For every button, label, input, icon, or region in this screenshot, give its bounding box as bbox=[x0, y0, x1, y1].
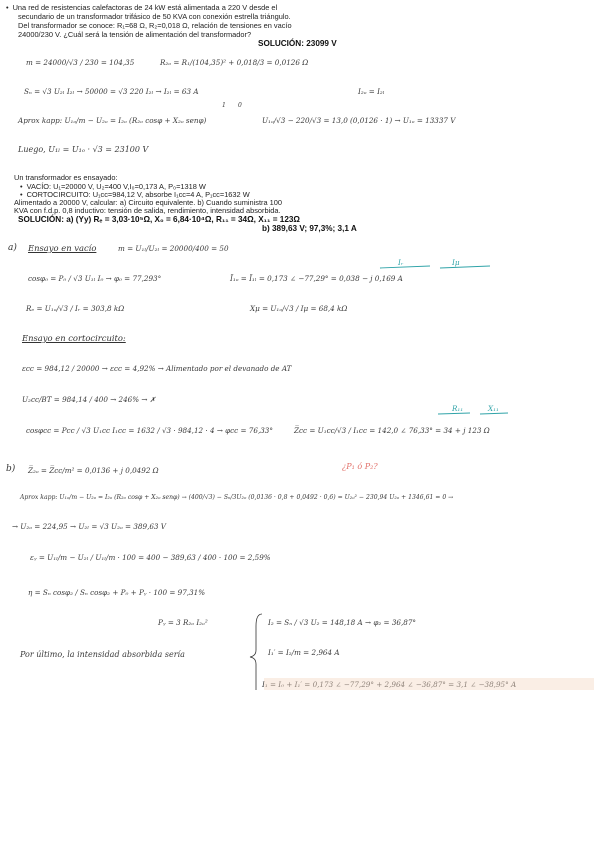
work1-i2f-equation: I₂ₒ = I₂ₗ bbox=[358, 87, 385, 96]
work1-luego: Luego, U₁ₗ = U₁ₒ · √3 = 23100 V bbox=[18, 145, 149, 154]
work2-red-note: ¿P₁ ó P₂? bbox=[342, 462, 378, 471]
work2-u2f-equation: → U₂ₒ = 224,95 → U₂ₗ = √3 U₂ₒ = 389,63 V bbox=[12, 522, 166, 531]
problem2-solution-a: SOLUCIÓN: a) (Yy) Rₑ = 3,03·10⁵Ω, X₀ = 6,84·10⁴Ω, R₁₁ = 34Ω, X₁₁ = 123Ω bbox=[18, 215, 301, 224]
work2-coscc-equation: cosφcc = Pcc / √3 U₁cc I₁cc = 1632 / √3 · 984,12 · 4 → φcc = 76,33° bbox=[26, 426, 273, 435]
work2-label-b: b) bbox=[6, 464, 16, 474]
work1-m-equation: m = 24000/√3 / 230 = 104,35 bbox=[26, 58, 135, 67]
work2-kapp-equation: Aprox kapp: U₁ₒ/m − U₂ₒ = I₂ₒ (R₂ₒ cosφ + X₂ₒ senφ) → (400/√3) − Sₙ/3U₂ₒ (0,0136 · 0,8 + 0,0492 · 0,6) = U₂ₒ² − 230,94 U₂ₒ + 1346,61 = 0 → bbox=[20, 494, 454, 501]
work2-i1-equation: I₁ = I₀ + I₁′ = 0,173 ∠ −77,29° + 2,964 ∠ −36,87° = 3,1 ∠ −38,95° A bbox=[262, 680, 517, 689]
work2-eta-equation: η = Sₙ cosφ₂ / Sₙ cosφ₂ + P₀ + Pᵧ · 100 = 97,31% bbox=[28, 588, 206, 597]
work2-label-a: a) bbox=[8, 243, 17, 253]
problem2-intro: Un transformador es ensayado: bbox=[14, 173, 118, 182]
problem1-line-1: • Una red de resistencias calefactoras de 24 kW está alimentada a 220 V desde el bbox=[6, 4, 277, 13]
work1-kapp-result: U₁ₒ/√3 − 220/√3 = 13,0 (0,0126 · 1) → U₁ₒ = 13337 V bbox=[262, 116, 456, 125]
highlight-final bbox=[264, 678, 594, 690]
problem1-line-3: Del transformador se conoce: R₁=68 Ω, R₂=0,018 Ω, relación de tensiones en vacío bbox=[18, 21, 292, 30]
brace-mark bbox=[250, 614, 262, 690]
problem1-solution: SOLUCIÓN: 23099 V bbox=[258, 39, 337, 48]
work1-kapp-equation: Aprox kapp: U₁ₒ/m − U₂ₒ = I₂ₒ (R₂ₒ cosφ + X₂ₒ senφ) bbox=[18, 116, 207, 125]
work2-cc-title: Ensayo en cortocircuito: bbox=[22, 333, 126, 343]
work2-teal-r11: R₁₁ bbox=[452, 404, 464, 413]
work2-final-text: Por último, la intensidad absorbida sería bbox=[20, 650, 185, 659]
work1-small-mark-0: 0 bbox=[238, 102, 242, 109]
work1-sn-equation: Sₙ = √3 U₂ₗ I₂ₗ → 50000 = √3 220 I₂ₗ → I₂ₗ = 63 A bbox=[24, 87, 199, 96]
work1-rcc-equation: R₂ₒ = R₁/(104,35)² + 0,018/3 = 0,0126 Ω bbox=[160, 58, 309, 67]
work2-i2-equation: I₂ = Sₙ / √3 U₂ = 148,18 A → φ₂ = 36,87° bbox=[268, 618, 417, 627]
work2-teal-imu: Iμ bbox=[452, 258, 460, 267]
work2-ucc-bt: U₂cc/BT = 984,14 / 400 → 246% → ✗ bbox=[22, 395, 156, 404]
problem2-solution-b: b) 389,63 V; 97,3%; 3,1 A bbox=[262, 224, 357, 233]
problem1-line-2: secundario de un transformador trifásico de 50 KVA con conexión estrella triángulo. bbox=[18, 12, 291, 21]
problem2-bullet-vacio: • VACÍO: U₁=20000 V, U₂=400 V,I₀=0,173 A, P₀=1318 W bbox=[20, 183, 206, 192]
teal-mark-1 bbox=[380, 266, 430, 268]
problem2-line-2: KVA con f.d.p. 0,8 inductivo: tensión de salida, rendimiento, intensidad absorbida. bbox=[14, 206, 281, 215]
work2-teal-ir: Iᵣ bbox=[398, 258, 404, 267]
teal-mark-3 bbox=[438, 413, 470, 414]
problem2-bullet-cc: • CORTOCIRCUITO: U₁cc=984,12 V, absorbe I₁cc=4 A, P₁cc=1632 W bbox=[20, 191, 250, 200]
teal-mark-2 bbox=[440, 266, 490, 268]
problem2-line-1: Alimentado a 20000 V, calcular: a) Circuito equivalente. b) Cuando suministra 100 bbox=[14, 198, 282, 207]
work2-teal-x11: X₁₁ bbox=[488, 404, 499, 413]
work2-zcc-equation: Z̅cc = U₁cc/√3 / I₁cc = 142,0 ∠ 76,33° = 34 + j 123 Ω bbox=[294, 426, 490, 435]
work2-i1p-equation: I₁′ = I₂/m = 2,964 A bbox=[268, 648, 340, 657]
work2-vacio-title: Ensayo en vacío bbox=[28, 243, 97, 253]
work1-small-mark-1: 1 bbox=[222, 102, 226, 109]
work2-rfe-equation: Rₑ = U₁ₒ/√3 / Iᵣ = 303,8 kΩ bbox=[26, 304, 125, 313]
work2-eps-equation: εᵧ = U₁ₗ/m − U₂ₗ / U₁ₗ/m · 100 = 400 − 389,63 / 400 · 100 = 2,59% bbox=[30, 553, 271, 562]
work2-pj-equation: Pᵧ = 3 R₂ₒ I₂ₒ² bbox=[158, 618, 208, 627]
problem1-line-4: 24000/230 V. ¿Cuál será la tensión de alimentación del transformador? bbox=[18, 30, 252, 39]
work2-i0-equation: Ĩ₁ₒ = Ĩ₁ₗ = 0,173 ∠ −77,29° = 0,038 − j 0,169 A bbox=[230, 274, 403, 283]
work2-xmu-equation: Xμ = U₁ₒ/√3 / Iμ = 68,4 kΩ bbox=[250, 304, 348, 313]
work2-cos0-equation: cosφ₀ = P₀ / √3 U₁ₗ I₀ → φ₀ = 77,293° bbox=[28, 274, 162, 283]
work2-ucc-equation: εcc = 984,12 / 20000 → εcc = 4,92% → Alimentado por el devanado de AT bbox=[22, 364, 292, 373]
teal-mark-4 bbox=[480, 413, 508, 414]
work2-z2-equation: Z̅₂ₒ = Z̅cc/m² = 0,0136 + j 0,0492 Ω bbox=[28, 466, 159, 475]
work2-m-equation: m = U₁ₗ/U₂ₗ = 20000/400 = 50 bbox=[118, 244, 229, 253]
